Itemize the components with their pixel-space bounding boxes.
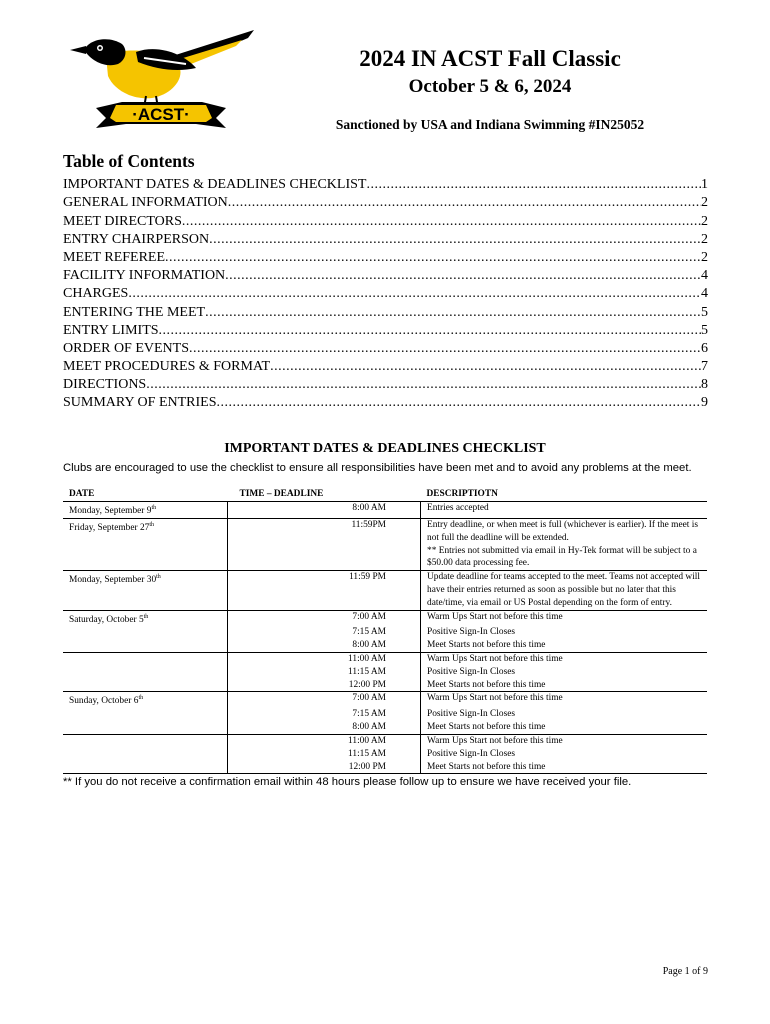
toc-item[interactable] bbox=[63, 193, 708, 211]
toc-leader-dots bbox=[225, 268, 701, 284]
toc-item-page: 6 bbox=[701, 340, 708, 356]
toc-item-label: ENTERING THE MEET bbox=[63, 304, 206, 320]
toc-item-page: 8 bbox=[701, 377, 708, 393]
table-row bbox=[63, 571, 707, 610]
cell-time: 7:00 AM bbox=[228, 610, 421, 626]
cell-description: Warm Ups Start not before this time bbox=[421, 692, 708, 708]
cell-time: 11:59 PM bbox=[228, 571, 421, 610]
toc-item[interactable] bbox=[63, 211, 708, 229]
toc-item[interactable] bbox=[63, 357, 708, 375]
cell-description: Positive Sign-In Closes bbox=[427, 748, 516, 759]
toc-item-label: CHARGES bbox=[63, 286, 129, 302]
toc-leader-dots bbox=[146, 377, 701, 393]
toc-leader-dots bbox=[128, 286, 701, 302]
cell-date: Monday, September 9th bbox=[63, 502, 228, 519]
cell-description: Meet Starts not before this time bbox=[427, 679, 546, 690]
cell-date: Sunday, October 6th bbox=[63, 692, 228, 708]
toc-item-page: 2 bbox=[701, 213, 708, 229]
cell-time: 8:00 AM bbox=[228, 721, 421, 734]
cell-time: 12:00 PM bbox=[228, 679, 421, 692]
cell-description: Positive Sign-In Closes bbox=[427, 666, 516, 677]
cell-date: Saturday, October 5th bbox=[63, 610, 228, 626]
cell-time: 11:00 AM bbox=[228, 734, 421, 747]
toc-item-label: MEET PROCEDURES & FORMAT bbox=[63, 359, 271, 375]
toc-item-label: GENERAL INFORMATION bbox=[63, 195, 228, 211]
table-row bbox=[63, 679, 707, 692]
toc-item[interactable] bbox=[63, 175, 708, 193]
cell-date bbox=[63, 721, 228, 734]
cell-description: Warm Ups Start not before this time bbox=[421, 610, 708, 626]
cell-date bbox=[63, 679, 228, 692]
toc-item-page: 5 bbox=[701, 304, 708, 320]
table-of-contents bbox=[63, 175, 708, 411]
cell-date bbox=[63, 748, 228, 761]
acst-bird-logo bbox=[66, 28, 256, 134]
toc-item[interactable] bbox=[63, 393, 708, 411]
toc-item-page: 2 bbox=[701, 249, 708, 265]
cell-time: 12:00 PM bbox=[228, 761, 421, 774]
cell-description: Positive Sign-In Closes bbox=[427, 627, 516, 638]
cell-description: Update deadline for teams accepted to the meet. Teams not accepted will have their entries returned as soon as possible but no later that this date/time, via email or US Postal depending on the form of entry. bbox=[421, 571, 708, 610]
cell-description: Warm Ups Start not before this time bbox=[421, 734, 708, 747]
toc-item-label: SUMMARY OF ENTRIES bbox=[63, 395, 217, 411]
cell-date bbox=[63, 626, 228, 639]
cell-description: Entry deadline, or when meet is full (whichever is earlier). If the meet is not full the deadline will be extended. ** Entries not submitted via email in Hy-Tek format will be subject to a $50.00 data processing fee. bbox=[421, 518, 708, 570]
toc-leader-dots bbox=[228, 195, 701, 211]
toc-item[interactable] bbox=[63, 302, 708, 320]
toc-item-label: ENTRY CHAIRPERSON bbox=[63, 231, 210, 247]
toc-item-label: DIRECTIONS bbox=[63, 377, 147, 393]
cell-time: 7:15 AM bbox=[228, 708, 421, 721]
cell-date: Friday, September 27th bbox=[63, 518, 228, 570]
toc-item-page: 2 bbox=[701, 231, 708, 247]
cell-date bbox=[63, 734, 228, 747]
toc-item-page: 5 bbox=[701, 322, 708, 338]
table-row bbox=[63, 518, 707, 570]
table-row bbox=[63, 761, 707, 774]
table-row bbox=[63, 639, 707, 652]
toc-item[interactable] bbox=[63, 321, 708, 339]
cell-date: Monday, September 30th bbox=[63, 571, 228, 610]
page-number: Page 1 of 9 bbox=[662, 966, 708, 977]
toc-item-label: MEET REFEREE bbox=[63, 249, 166, 265]
toc-item-label: ENTRY LIMITS bbox=[63, 322, 159, 338]
table-row bbox=[63, 692, 707, 708]
cell-description: Meet Starts not before this time bbox=[427, 640, 546, 651]
cell-date bbox=[63, 708, 228, 721]
toc-leader-dots bbox=[182, 214, 701, 230]
cell-date bbox=[63, 639, 228, 652]
table-row bbox=[63, 734, 707, 747]
toc-item[interactable] bbox=[63, 266, 708, 284]
column-header-date: DATE bbox=[69, 489, 95, 499]
cell-time: 7:00 AM bbox=[228, 692, 421, 708]
toc-item-page: 4 bbox=[701, 286, 708, 302]
cell-time: 11:15 AM bbox=[228, 666, 421, 679]
cell-time: 8:00 AM bbox=[228, 502, 421, 519]
toc-leader-dots bbox=[159, 323, 701, 339]
meet-dates: October 5 & 6, 2024 bbox=[408, 76, 572, 97]
deadlines-table bbox=[63, 489, 707, 774]
page-title: 2024 IN ACST Fall Classic bbox=[359, 46, 621, 71]
toc-item[interactable] bbox=[63, 248, 708, 266]
toc-leader-dots bbox=[270, 359, 701, 375]
cell-description: Warm Ups Start not before this time bbox=[421, 653, 708, 666]
toc-item-label: FACILITY INFORMATION bbox=[63, 268, 226, 284]
toc-item-label: IMPORTANT DATES & DEADLINES CHECKLIST bbox=[63, 177, 367, 193]
cell-date bbox=[63, 666, 228, 679]
cell-time: 11:00 AM bbox=[228, 653, 421, 666]
checklist-heading: IMPORTANT DATES & DEADLINES CHECKLIST bbox=[224, 441, 546, 456]
toc-item-label: ORDER OF EVENTS bbox=[63, 340, 190, 356]
toc-item-page: 2 bbox=[701, 195, 708, 211]
cell-description: Meet Starts not before this time bbox=[421, 761, 708, 774]
toc-item[interactable] bbox=[63, 375, 708, 393]
table-row bbox=[63, 666, 707, 679]
cell-description: Entries accepted bbox=[421, 502, 708, 519]
checklist-intro: Clubs are encouraged to use the checklist to ensure all responsibilities have been met and to avoid any problems at the meet. bbox=[63, 462, 692, 474]
toc-item[interactable] bbox=[63, 339, 708, 357]
cell-time: 11:15 AM bbox=[228, 748, 421, 761]
table-row bbox=[63, 748, 707, 761]
toc-item[interactable] bbox=[63, 230, 708, 248]
column-header-description: DESCRIPTIOTN bbox=[426, 489, 498, 499]
toc-leader-dots bbox=[189, 341, 701, 357]
cell-time: 8:00 AM bbox=[228, 639, 421, 652]
cell-date bbox=[63, 653, 228, 666]
toc-item-page: 4 bbox=[701, 268, 708, 284]
cell-time: 11:59PM bbox=[228, 518, 421, 570]
table-row bbox=[63, 610, 707, 626]
toc-leader-dots bbox=[217, 395, 701, 411]
sanction-line: Sanctioned by USA and Indiana Swimming #IN25052 bbox=[335, 117, 645, 132]
cell-time: 7:15 AM bbox=[228, 626, 421, 639]
toc-leader-dots bbox=[205, 305, 701, 321]
table-row bbox=[63, 721, 707, 734]
toc-leader-dots bbox=[209, 232, 701, 248]
table-row bbox=[63, 708, 707, 721]
toc-leader-dots bbox=[366, 177, 701, 193]
toc-heading: Table of Contents bbox=[63, 151, 195, 171]
table-row bbox=[63, 653, 707, 666]
toc-item-label: MEET DIRECTORS bbox=[63, 213, 182, 229]
column-header-time: TIME – DEADLINE bbox=[239, 489, 324, 499]
toc-item-page: 7 bbox=[701, 359, 708, 375]
cell-date bbox=[63, 761, 228, 774]
cell-description: Meet Starts not before this time bbox=[427, 722, 546, 733]
table-row bbox=[63, 502, 707, 519]
table-row bbox=[63, 626, 707, 639]
toc-item-page: 1 bbox=[701, 177, 708, 193]
cell-description: Positive Sign-In Closes bbox=[427, 709, 516, 720]
confirmation-note: ** If you do not receive a confirmation email within 48 hours please follow up to ensure we have received your file. bbox=[63, 776, 632, 788]
toc-item[interactable] bbox=[63, 284, 708, 302]
toc-item-page: 9 bbox=[701, 395, 708, 411]
logo-text: ·ACST· bbox=[132, 105, 190, 124]
toc-leader-dots bbox=[165, 250, 701, 266]
